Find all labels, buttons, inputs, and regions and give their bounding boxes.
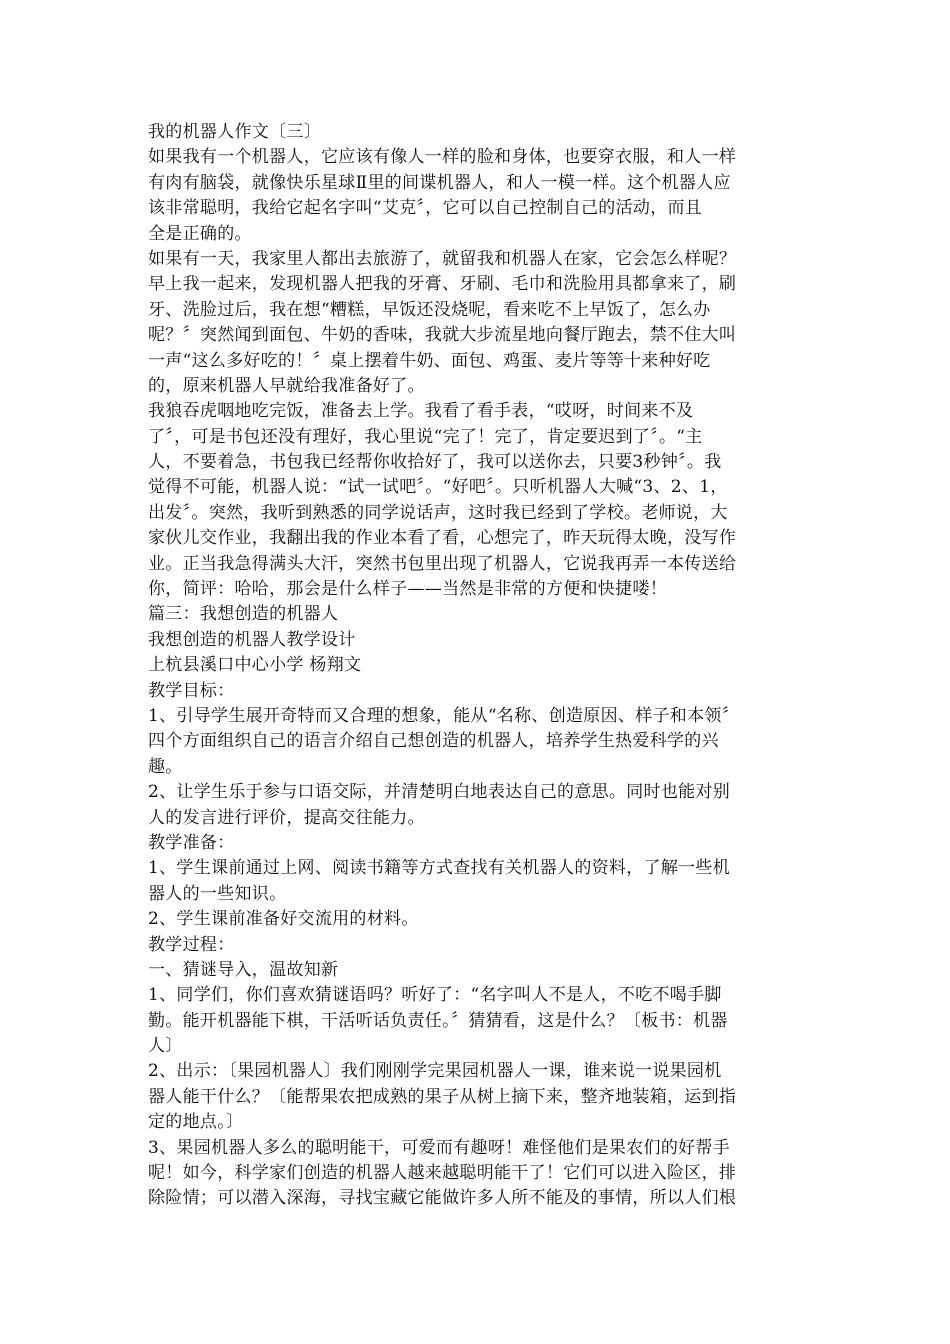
text-line: 四个方面组织自己的语言介绍自己想创造的机器人，培养学生热爱科学的兴 [148, 731, 719, 752]
text-line: 呢？〞突然闻到面包、牛奶的香味，我就大步流星地向餐厅跑去，禁不住大叫 [148, 325, 737, 346]
text-line: 如果我有一个机器人，它应该有像人一样的脸和身体，也要穿衣服，和人一样 [148, 147, 737, 168]
text-line: 我狼吞虎咽地吃完饭，准备去上学。我看了看手表，“哎呀，时间来不及 [148, 401, 694, 422]
text-line: 人，不要着急，书包我已经帮你收拾好了，我可以送你去，只要3秒钟〞。我 [148, 452, 722, 473]
text-line: 2、让学生乐于参与口语交际，并清楚明白地表达自己的意思。同时也能对别 [148, 782, 731, 803]
text-line: 早上我一起来，发现机器人把我的牙膏、牙刷、毛巾和洗脸用具都拿来了，刷 [148, 274, 737, 295]
text-line: 1、学生课前通过上网、阅读书籍等方式查找有关机器人的资料，了解一些机 [148, 858, 731, 879]
text-line: 牙、洗脸过后，我在想“糟糕，早饭还没烧呢，看来吃不上早饭了，怎么办 [148, 299, 711, 320]
author-line: 上杭县溪口中心小学 杨翔文 [148, 655, 362, 676]
subheading: 教学准备： [148, 832, 235, 853]
text-line: 的，原来机器人早就给我准备好了。 [148, 375, 425, 396]
text-line: 出发〞。突然，我听到熟悉的同学说话声，这时我已经到了学校。老师说，大 [148, 502, 728, 523]
text-line: 如果有一天，我家里人都出去旅游了，就留我和机器人在家，它会怎么样呢？ [148, 248, 737, 269]
document-body [148, 120, 808, 1212]
subheading: 教学过程： [148, 934, 235, 955]
text-line: 全是正确的。 [148, 223, 252, 244]
text-line: 勤。能开机器能下棋，干活听话负责任。〞猜猜看，这是什么？〔板书：机器 [148, 1010, 728, 1031]
text-line: 1、引导学生展开奇特而又合理的想象，能从“名称、创造原因、样子和本领〞 [148, 705, 740, 726]
text-line: 除险情；可以潜入深海，寻找宝藏它能做许多人所不能及的事情，所以人们根 [148, 1188, 737, 1209]
lesson-title: 我想创造的机器人教学设计 [148, 629, 356, 650]
text-line: 呢！如今，科学家们创造的机器人越来越聪明能干了！它们可以进入险区，排 [148, 1163, 737, 1184]
text-line: 一声“这么多好吃的！〞桌上摆着牛奶、面包、鸡蛋、麦片等等十来种好吃 [148, 350, 711, 371]
text-line: 趣。 [148, 756, 183, 777]
text-line: 该非常聪明，我给它起名字叫“艾克〞，它可以自己控制自己的活动，而且 [148, 198, 703, 219]
text-line: 了〞，可是书包还没有理好，我心里说“完了！完了，肯定要迟到了〞。“主 [148, 426, 703, 447]
text-line: 定的地点。〕 [148, 1112, 244, 1133]
subheading: 一、猜谜导入，温故知新 [148, 959, 339, 980]
section-heading: 篇三：我想创造的机器人 [148, 604, 339, 625]
text-line: 业。正当我急得满头大汗，突然书包里出现了机器人，它说我再弄一本传送给 [148, 553, 737, 574]
text-line: 器人能干什么？〔能帮果农把成熟的果子从树上摘下来，整齐地装箱，运到指 [148, 1086, 737, 1107]
text-line: 1、同学们，你们喜欢猜谜语吗？听好了：“名字叫人不是人，不吃不喝手脚 [148, 985, 722, 1006]
text-line: 2、出示：〔果园机器人〕我们刚刚学完果园机器人一课，谁来说一说果园机 [148, 1061, 722, 1082]
text-line: 人〕 [148, 1036, 183, 1057]
subheading: 教学目标： [148, 680, 235, 701]
text-line: 家伙儿交作业，我翻出我的作业本看了看，心想完了，昨天玩得太晚，没写作 [148, 528, 737, 549]
text-line: 觉得不可能，机器人说：“试一试吧〞。“好吧〞。只听机器人大喊“3、2、1， [148, 477, 728, 498]
text-line: 人的发言进行评价，提高交往能力。 [148, 807, 425, 828]
text-line: 2、学生课前准备好交流用的材料。 [148, 909, 419, 930]
text-line: 器人的一些知识。 [148, 883, 287, 904]
text-line: 3、果园机器人多么的聪明能干，可爱而有趣呀！难怪他们是果农们的好帮手 [148, 1137, 731, 1158]
text-line: 你，简评：哈哈，那会是什么样子——当然是非常的方便和快捷喽！ [148, 579, 667, 600]
essay-title: 我的机器人作文〔三〕 [148, 122, 321, 142]
text-line: 有肉有脑袋，就像快乐星球Ⅱ里的间谍机器人，和人一模一样。这个机器人应 [148, 172, 731, 193]
